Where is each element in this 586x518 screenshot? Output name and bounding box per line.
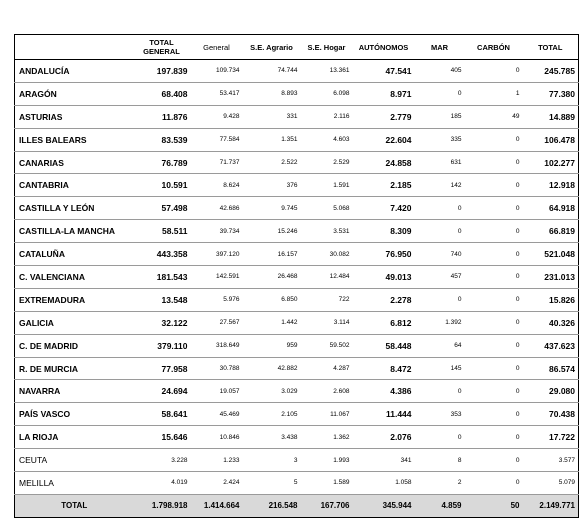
table-cell: 0 bbox=[465, 311, 523, 334]
table-cell: 3.114 bbox=[301, 311, 353, 334]
table-cell: 27.567 bbox=[191, 311, 243, 334]
total-cell: 4.859 bbox=[415, 494, 465, 517]
table-cell: 86.574 bbox=[523, 357, 579, 380]
affiliation-table bbox=[14, 34, 579, 518]
table-cell: 2.278 bbox=[353, 288, 415, 311]
table-cell: 0 bbox=[415, 82, 465, 105]
region-name: R. DE MURCIA bbox=[15, 357, 133, 380]
table-row bbox=[15, 266, 579, 289]
table-cell: 0 bbox=[465, 449, 523, 472]
table-cell: 318.649 bbox=[191, 334, 243, 357]
column-header-4: S.E. Hogar bbox=[301, 35, 353, 60]
table-row bbox=[15, 220, 579, 243]
table-cell: 631 bbox=[415, 151, 465, 174]
table-cell: 145 bbox=[415, 357, 465, 380]
table-cell: 4.019 bbox=[133, 472, 191, 495]
table-cell: 49 bbox=[465, 105, 523, 128]
column-header-5: AUTÓNOMOS bbox=[353, 35, 415, 60]
table-cell: 0 bbox=[465, 266, 523, 289]
table-cell: 102.277 bbox=[523, 151, 579, 174]
table-cell: 47.541 bbox=[353, 60, 415, 83]
column-header-2: General bbox=[191, 35, 243, 60]
table-cell: 22.604 bbox=[353, 128, 415, 151]
table-cell: 2.424 bbox=[191, 472, 243, 495]
table-cell: 57.498 bbox=[133, 197, 191, 220]
table-row bbox=[15, 472, 579, 495]
table-cell: 76.789 bbox=[133, 151, 191, 174]
table-cell: 30.788 bbox=[191, 357, 243, 380]
table-cell: 0 bbox=[465, 472, 523, 495]
region-name: ARAGÓN bbox=[15, 82, 133, 105]
table-cell: 0 bbox=[465, 380, 523, 403]
table-cell: 1.591 bbox=[301, 174, 353, 197]
table-cell: 1.058 bbox=[353, 472, 415, 495]
table-cell: 24.694 bbox=[133, 380, 191, 403]
table-cell: 2.116 bbox=[301, 105, 353, 128]
table-cell: 32.122 bbox=[133, 311, 191, 334]
total-cell: 50 bbox=[465, 494, 523, 517]
table-cell: 2.608 bbox=[301, 380, 353, 403]
region-name: EXTREMADURA bbox=[15, 288, 133, 311]
table-cell: 5.068 bbox=[301, 197, 353, 220]
table-cell: 49.013 bbox=[353, 266, 415, 289]
table-cell: 405 bbox=[415, 60, 465, 83]
table-cell: 15.646 bbox=[133, 426, 191, 449]
total-cell: 345.944 bbox=[353, 494, 415, 517]
region-name: MELILLA bbox=[15, 472, 133, 495]
table-cell: 1.589 bbox=[301, 472, 353, 495]
table-cell: 11.067 bbox=[301, 403, 353, 426]
table-cell: 142.591 bbox=[191, 266, 243, 289]
table-cell: 8.893 bbox=[243, 82, 301, 105]
total-cell: 2.149.771 bbox=[523, 494, 579, 517]
region-name: ASTURIAS bbox=[15, 105, 133, 128]
table-cell: 68.408 bbox=[133, 82, 191, 105]
table-cell: 437.623 bbox=[523, 334, 579, 357]
table-cell: 0 bbox=[465, 426, 523, 449]
table-cell: 10.591 bbox=[133, 174, 191, 197]
table-cell: 3.577 bbox=[523, 449, 579, 472]
table-cell: 0 bbox=[415, 197, 465, 220]
table-cell: 24.858 bbox=[353, 151, 415, 174]
table-cell: 379.110 bbox=[133, 334, 191, 357]
table-cell: 397.120 bbox=[191, 243, 243, 266]
table-row bbox=[15, 174, 579, 197]
table-cell: 457 bbox=[415, 266, 465, 289]
table-row bbox=[15, 243, 579, 266]
table-cell: 2 bbox=[415, 472, 465, 495]
table-cell: 1.392 bbox=[415, 311, 465, 334]
table-cell: 4.287 bbox=[301, 357, 353, 380]
table-cell: 181.543 bbox=[133, 266, 191, 289]
table-cell: 74.744 bbox=[243, 60, 301, 83]
table-cell: 0 bbox=[415, 220, 465, 243]
table-cell: 26.468 bbox=[243, 266, 301, 289]
region-name: C. DE MADRID bbox=[15, 334, 133, 357]
table-row bbox=[15, 82, 579, 105]
table-cell: 3.029 bbox=[243, 380, 301, 403]
region-name: CATALUÑA bbox=[15, 243, 133, 266]
table-cell: 376 bbox=[243, 174, 301, 197]
table-row bbox=[15, 105, 579, 128]
table-cell: 71.737 bbox=[191, 151, 243, 174]
table-cell: 0 bbox=[465, 128, 523, 151]
region-name: CASTILLA Y LEÓN bbox=[15, 197, 133, 220]
column-header-6: MAR bbox=[415, 35, 465, 60]
table-cell: 5.976 bbox=[191, 288, 243, 311]
table-cell: 15.826 bbox=[523, 288, 579, 311]
column-header-7: CARBÓN bbox=[465, 35, 523, 60]
region-name: CEUTA bbox=[15, 449, 133, 472]
table-cell: 185 bbox=[415, 105, 465, 128]
table-cell: 42.882 bbox=[243, 357, 301, 380]
table-cell: 0 bbox=[465, 357, 523, 380]
table-row bbox=[15, 311, 579, 334]
table-cell: 53.417 bbox=[191, 82, 243, 105]
table-cell: 4.386 bbox=[353, 380, 415, 403]
region-name: LA RIOJA bbox=[15, 426, 133, 449]
table-cell: 45.469 bbox=[191, 403, 243, 426]
table-cell: 29.080 bbox=[523, 380, 579, 403]
table-cell: 59.502 bbox=[301, 334, 353, 357]
table-cell: 2.529 bbox=[301, 151, 353, 174]
table-cell: 6.098 bbox=[301, 82, 353, 105]
table-cell: 2.076 bbox=[353, 426, 415, 449]
table-cell: 3.228 bbox=[133, 449, 191, 472]
table-cell: 0 bbox=[465, 60, 523, 83]
table-cell: 959 bbox=[243, 334, 301, 357]
table-row bbox=[15, 334, 579, 357]
table-cell: 77.958 bbox=[133, 357, 191, 380]
table-row bbox=[15, 288, 579, 311]
table-cell: 66.819 bbox=[523, 220, 579, 243]
table-cell: 16.157 bbox=[243, 243, 301, 266]
table-cell: 109.734 bbox=[191, 60, 243, 83]
table-cell: 64 bbox=[415, 334, 465, 357]
table-cell: 0 bbox=[465, 243, 523, 266]
table-cell: 0 bbox=[465, 220, 523, 243]
table-cell: 9.428 bbox=[191, 105, 243, 128]
table-row bbox=[15, 449, 579, 472]
table-cell: 13.548 bbox=[133, 288, 191, 311]
table-cell: 353 bbox=[415, 403, 465, 426]
table-cell: 3 bbox=[243, 449, 301, 472]
table-cell: 1 bbox=[465, 82, 523, 105]
column-header-1: TOTAL GENERAL bbox=[133, 35, 191, 60]
table-cell: 1.233 bbox=[191, 449, 243, 472]
table-cell: 11.444 bbox=[353, 403, 415, 426]
table-cell: 12.484 bbox=[301, 266, 353, 289]
table-cell: 4.603 bbox=[301, 128, 353, 151]
region-name: PAÍS VASCO bbox=[15, 403, 133, 426]
table-cell: 231.013 bbox=[523, 266, 579, 289]
table-cell: 1.442 bbox=[243, 311, 301, 334]
region-name: NAVARRA bbox=[15, 380, 133, 403]
total-row bbox=[15, 494, 579, 517]
table-cell: 0 bbox=[465, 288, 523, 311]
table-row bbox=[15, 197, 579, 220]
table-cell: 11.876 bbox=[133, 105, 191, 128]
table-header bbox=[15, 35, 579, 60]
table-row bbox=[15, 60, 579, 83]
table-cell: 83.539 bbox=[133, 128, 191, 151]
table-cell: 58.641 bbox=[133, 403, 191, 426]
table-row bbox=[15, 357, 579, 380]
table-cell: 8.309 bbox=[353, 220, 415, 243]
table-cell: 39.734 bbox=[191, 220, 243, 243]
table-cell: 0 bbox=[415, 380, 465, 403]
table-cell: 197.839 bbox=[133, 60, 191, 83]
table-cell: 77.584 bbox=[191, 128, 243, 151]
table-cell: 0 bbox=[465, 151, 523, 174]
table-cell: 8.472 bbox=[353, 357, 415, 380]
table-cell: 722 bbox=[301, 288, 353, 311]
table-cell: 443.358 bbox=[133, 243, 191, 266]
table-cell: 341 bbox=[353, 449, 415, 472]
table-row bbox=[15, 380, 579, 403]
column-header-8: TOTAL bbox=[523, 35, 579, 60]
table-cell: 521.048 bbox=[523, 243, 579, 266]
region-name: ANDALUCÍA bbox=[15, 60, 133, 83]
table-cell: 1.993 bbox=[301, 449, 353, 472]
table-cell: 13.361 bbox=[301, 60, 353, 83]
table-cell: 9.745 bbox=[243, 197, 301, 220]
table-cell: 10.846 bbox=[191, 426, 243, 449]
region-name: CANARIAS bbox=[15, 151, 133, 174]
table-cell: 3.531 bbox=[301, 220, 353, 243]
table-cell: 2.185 bbox=[353, 174, 415, 197]
table-cell: 12.918 bbox=[523, 174, 579, 197]
table-cell: 2.779 bbox=[353, 105, 415, 128]
table-body bbox=[15, 60, 579, 518]
table-cell: 58.448 bbox=[353, 334, 415, 357]
table-row bbox=[15, 128, 579, 151]
table-cell: 2.105 bbox=[243, 403, 301, 426]
table-cell: 14.889 bbox=[523, 105, 579, 128]
table-cell: 64.918 bbox=[523, 197, 579, 220]
table-cell: 142 bbox=[415, 174, 465, 197]
table-cell: 17.722 bbox=[523, 426, 579, 449]
table-cell: 331 bbox=[243, 105, 301, 128]
total-cell: 216.548 bbox=[243, 494, 301, 517]
table-cell: 77.380 bbox=[523, 82, 579, 105]
region-name: CANTABRIA bbox=[15, 174, 133, 197]
table-cell: 30.082 bbox=[301, 243, 353, 266]
total-cell: 167.706 bbox=[301, 494, 353, 517]
table-cell: 0 bbox=[415, 288, 465, 311]
table-cell: 58.511 bbox=[133, 220, 191, 243]
table-cell: 740 bbox=[415, 243, 465, 266]
region-name: ILLES BALEARS bbox=[15, 128, 133, 151]
table-cell: 19.057 bbox=[191, 380, 243, 403]
table-cell: 0 bbox=[465, 403, 523, 426]
table-cell: 70.438 bbox=[523, 403, 579, 426]
total-label: TOTAL bbox=[15, 494, 133, 517]
table-cell: 8.624 bbox=[191, 174, 243, 197]
table-cell: 5 bbox=[243, 472, 301, 495]
table-cell: 245.785 bbox=[523, 60, 579, 83]
table-cell: 6.850 bbox=[243, 288, 301, 311]
table-row bbox=[15, 403, 579, 426]
total-cell: 1.798.918 bbox=[133, 494, 191, 517]
region-name: CASTILLA-LA MANCHA bbox=[15, 220, 133, 243]
header-row bbox=[15, 35, 579, 60]
table-cell: 0 bbox=[465, 334, 523, 357]
table-cell: 42.686 bbox=[191, 197, 243, 220]
table-cell: 335 bbox=[415, 128, 465, 151]
table-cell: 1.362 bbox=[301, 426, 353, 449]
table-cell: 1.351 bbox=[243, 128, 301, 151]
table-cell: 0 bbox=[465, 174, 523, 197]
table-cell: 2.522 bbox=[243, 151, 301, 174]
table-cell: 5.079 bbox=[523, 472, 579, 495]
table-cell: 106.478 bbox=[523, 128, 579, 151]
table-cell: 6.812 bbox=[353, 311, 415, 334]
table-cell: 8.971 bbox=[353, 82, 415, 105]
column-header-3: S.E. Agrario bbox=[243, 35, 301, 60]
table-cell: 8 bbox=[415, 449, 465, 472]
table-row bbox=[15, 151, 579, 174]
table-cell: 0 bbox=[465, 197, 523, 220]
total-cell: 1.414.664 bbox=[191, 494, 243, 517]
table-row bbox=[15, 426, 579, 449]
table-cell: 40.326 bbox=[523, 311, 579, 334]
table-cell: 76.950 bbox=[353, 243, 415, 266]
region-name: GALICIA bbox=[15, 311, 133, 334]
table-cell: 3.438 bbox=[243, 426, 301, 449]
region-name: C. VALENCIANA bbox=[15, 266, 133, 289]
region-column-header bbox=[15, 35, 133, 60]
table-cell: 15.246 bbox=[243, 220, 301, 243]
table-cell: 7.420 bbox=[353, 197, 415, 220]
table-cell: 0 bbox=[415, 426, 465, 449]
